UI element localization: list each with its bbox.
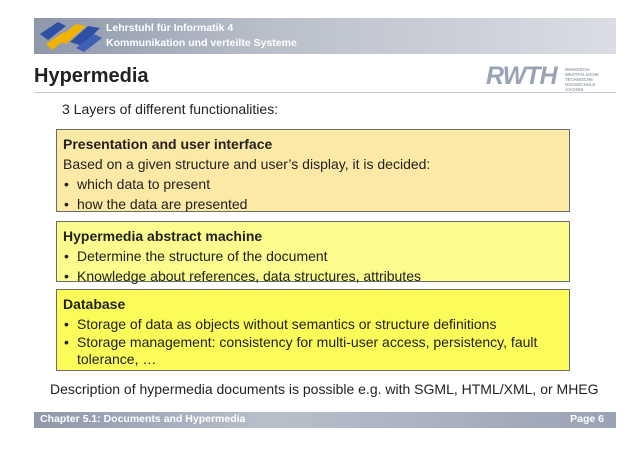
bullet-item: • how the data are presented (63, 194, 563, 214)
slide-title: Hypermedia (34, 65, 149, 87)
intro-text: 3 Layers of different functionalities: (62, 101, 279, 117)
bullet-item: • Determine the structure of the document (63, 246, 563, 266)
box-heading: Database (63, 296, 126, 312)
page-number: Page 6 (570, 413, 604, 425)
chair-subtitle: Kommunikation und verteilte Systeme (106, 37, 297, 49)
title-divider (34, 92, 616, 93)
i4-logo (36, 14, 104, 54)
chapter-label: Chapter 5.1: Documents and Hypermedia (40, 413, 246, 425)
rwth-logo-subtext: RHEINISCH- WESTFÄLISCHE TECHNISCHE HOCHSCHULE AACHEN (565, 67, 599, 92)
bullet-item: • Knowledge about references, data structures, attributes (63, 266, 563, 286)
bullet-item: • which data to present (63, 174, 563, 194)
bullet-item: • Storage management: consistency for multi-user access, persistency, fault tolerance, … (63, 334, 563, 368)
rwth-logo: RWTH (486, 62, 557, 90)
box-heading: Presentation and user interface (63, 136, 273, 152)
hypermedia-machine-box (56, 221, 570, 282)
chair-name: Lehrstuhl für Informatik 4 (106, 22, 234, 34)
database-layer-box (56, 289, 570, 371)
box-heading: Hypermedia abstract machine (63, 228, 263, 244)
summary-text: Description of hypermedia documents is possible e.g. with SGML, HTML/XML, or MHEG (50, 381, 599, 397)
presentation-layer-box (56, 129, 570, 212)
box-text: Based on a given structure and user’s display, it is decided: (63, 156, 431, 172)
bullet-item: • Storage of data as objects without semantics or structure definitions (63, 314, 563, 334)
